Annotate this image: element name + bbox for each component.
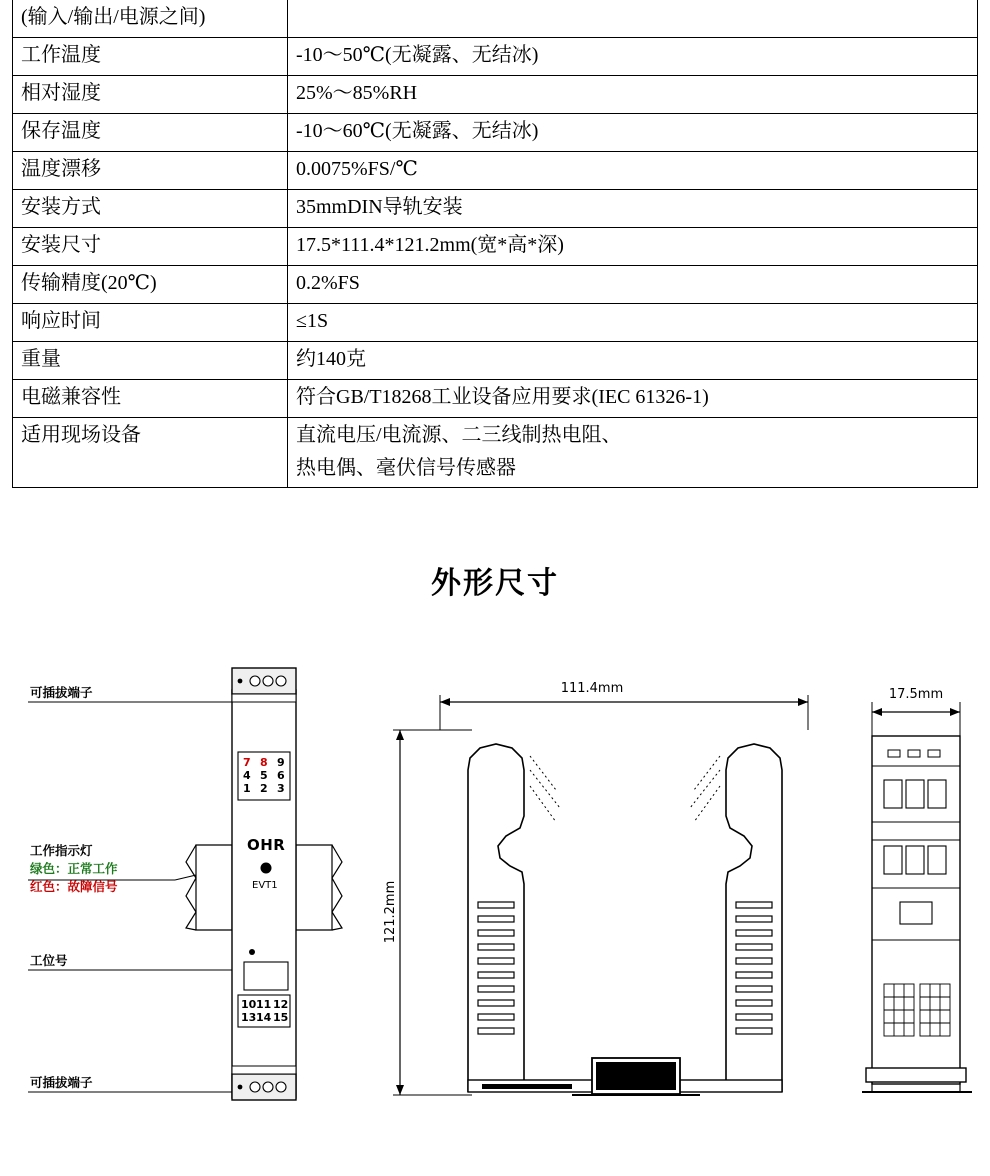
- device-side-view: [28, 668, 342, 1100]
- table-row: [13, 0, 978, 38]
- brand-label: OHR: [247, 836, 286, 854]
- dimension-drawing: [0, 640, 990, 1140]
- table-row: [13, 380, 978, 418]
- table-row: [13, 342, 978, 380]
- terminal-number-11: 11: [256, 998, 272, 1011]
- spec-value: 约140克: [288, 342, 978, 380]
- callout-top-terminal: 可插拔端子: [30, 685, 93, 700]
- terminal-number-14: 14: [256, 1011, 272, 1024]
- spec-key: 安装方式: [13, 190, 288, 228]
- terminal-number-7: 7: [243, 756, 251, 769]
- table-row: [13, 304, 978, 342]
- terminal-number-8: 8: [260, 756, 268, 769]
- terminal-number-2: 2: [260, 782, 268, 795]
- table-row: [13, 38, 978, 76]
- spec-value: 35mmDIN导轨安装: [288, 190, 978, 228]
- terminal-number-1: 1: [243, 782, 251, 795]
- spec-key: 安装尺寸: [13, 228, 288, 266]
- specification-table-body: [13, 0, 978, 488]
- callout-indicator-green: 绿色：正常工作: [30, 861, 118, 876]
- spec-value: ≤1S: [288, 304, 978, 342]
- terminal-number-9: 9: [277, 756, 285, 769]
- table-row: [13, 190, 978, 228]
- spec-key: 工作温度: [13, 38, 288, 76]
- dimension-width-front: 111.4mm: [560, 681, 624, 696]
- spec-value: [288, 0, 978, 38]
- spec-value: 符合GB/T18268工业设备应用要求(IEC 61326-1): [288, 380, 978, 418]
- spec-value: 0.2%FS: [288, 266, 978, 304]
- terminal-number-12: 12: [273, 998, 289, 1011]
- table-row: [13, 152, 978, 190]
- terminal-number-5: 5: [260, 769, 268, 782]
- terminal-number-3: 3: [277, 782, 285, 795]
- terminal-number-13: 13: [241, 1011, 257, 1024]
- spec-key: 适用现场设备: [13, 418, 288, 488]
- dimension-height-front: 121.2mm: [383, 880, 398, 944]
- spec-value: 17.5*111.4*121.2mm(宽*高*深): [288, 228, 978, 266]
- spec-value-line1: 直流电压/电流源、二三线制热电阻、: [296, 424, 622, 446]
- spec-key: 响应时间: [13, 304, 288, 342]
- spec-value-line2: 热电偶、毫伏信号传感器: [296, 457, 516, 479]
- table-row: [13, 114, 978, 152]
- spec-value-multiline: [288, 418, 978, 488]
- spec-value: -10～50℃(无凝露、无结冰): [288, 38, 978, 76]
- callout-bottom-terminal: 可插拔端子: [30, 1075, 93, 1090]
- callout-tag-number: 工位号: [30, 953, 68, 968]
- evt-label: EVT1: [252, 880, 278, 891]
- specification-table: [12, 0, 978, 488]
- device-side-profile: [862, 687, 972, 1092]
- page-title: 外形尺寸: [431, 566, 559, 601]
- terminal-number-15: 15: [273, 1011, 289, 1024]
- table-row: [13, 266, 978, 304]
- table-row: [13, 228, 978, 266]
- spec-key: 相对湿度: [13, 76, 288, 114]
- device-front-view: [383, 681, 808, 1095]
- callout-indicator-title: 工作指示灯: [30, 843, 93, 858]
- spec-value: -10～60℃(无凝露、无结冰): [288, 114, 978, 152]
- spec-value: 25%～85%RH: [288, 76, 978, 114]
- dimension-width-side: 17.5mm: [888, 687, 944, 702]
- spec-key: 保存温度: [13, 114, 288, 152]
- terminal-number-4: 4: [243, 769, 251, 782]
- spec-value: 0.0075%FS/℃: [288, 152, 978, 190]
- table-row: [13, 76, 978, 114]
- spec-key: 重量: [13, 342, 288, 380]
- spec-key: 传输精度(20℃): [13, 266, 288, 304]
- spec-key: (输入/输出/电源之间): [13, 0, 288, 38]
- spec-key: 温度漂移: [13, 152, 288, 190]
- table-row: [13, 418, 978, 488]
- terminal-number-10: 10: [241, 998, 257, 1011]
- terminal-number-6: 6: [277, 769, 285, 782]
- callout-indicator-red: 红色：故障信号: [30, 879, 118, 894]
- spec-key: 电磁兼容性: [13, 380, 288, 418]
